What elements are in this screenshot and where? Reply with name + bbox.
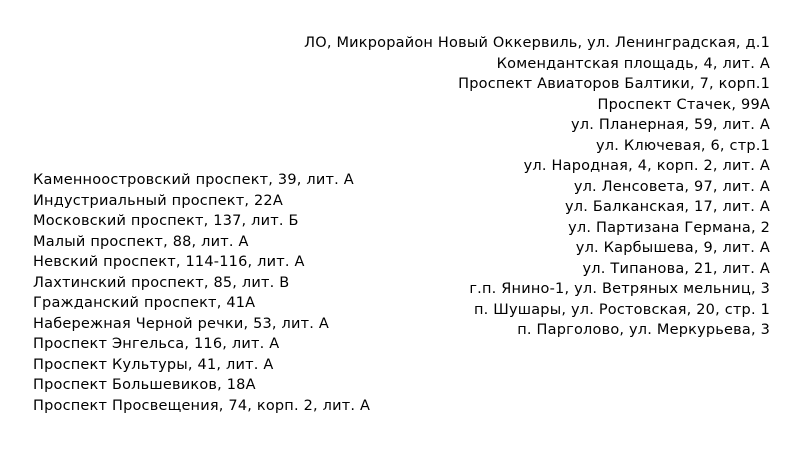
- address-item: ул. Ленсовета, 97, лит. А: [573, 178, 770, 195]
- address-item: п. Парголово, ул. Меркурьева, 3: [517, 322, 770, 338]
- address-item: г.п. Янино-1, ул. Ветряных мельниц, 3: [469, 281, 770, 297]
- address-item: ул. Ключевая, 6, стр.1: [596, 137, 770, 154]
- address-item: ул. Карбышева, 9, лит. А: [575, 240, 770, 256]
- right-address-list: [304, 33, 770, 341]
- address-item: Набережная Черной речки, 53, лит. А: [33, 315, 330, 332]
- address-item: Индустриальный проспект, 22А: [33, 192, 283, 209]
- address-item: Проспект Стачек, 99А: [597, 96, 770, 113]
- address-item: ул. Партизана Германа, 2: [568, 219, 770, 236]
- address-item: Проспект Авиаторов Балтики, 7, корп.1: [458, 76, 770, 92]
- address-item: ул. Народная, 4, корп. 2, лит. А: [523, 158, 770, 174]
- address-item: Проспект Культуры, 41, лит. А: [33, 356, 274, 373]
- address-item: ул. Типанова, 21, лит. А: [582, 260, 770, 277]
- left-address-list: [33, 170, 370, 416]
- address-item: ЛО, Микрорайон Новый Оккервиль, ул. Ленинградская, д.1: [304, 35, 770, 51]
- address-item: Проспект Энгельса, 116, лит. А: [33, 336, 280, 352]
- address-item: п. Шушары, ул. Ростовская, 20, стр. 1: [473, 301, 770, 318]
- address-item: Лахтинский проспект, 85, лит. В: [33, 274, 290, 291]
- address-item: Московский проспект, 137, лит. Б: [33, 213, 299, 229]
- address-item: Малый проспект, 88, лит. А: [33, 233, 249, 250]
- address-item: Проспект Просвещения, 74, корп. 2, лит. А: [33, 397, 371, 414]
- address-item: Гражданский проспект, 41А: [33, 295, 256, 311]
- address-item: ул. Балканская, 17, лит. А: [565, 199, 770, 215]
- address-item: ул. Планерная, 59, лит. А: [571, 117, 770, 133]
- address-item: Проспект Большевиков, 18А: [33, 377, 256, 393]
- address-item: Каменноостровский проспект, 39, лит. А: [33, 172, 354, 188]
- address-item: Комендантская площадь, 4, лит. А: [496, 55, 770, 72]
- address-item: Невский проспект, 114-116, лит. А: [33, 254, 305, 270]
